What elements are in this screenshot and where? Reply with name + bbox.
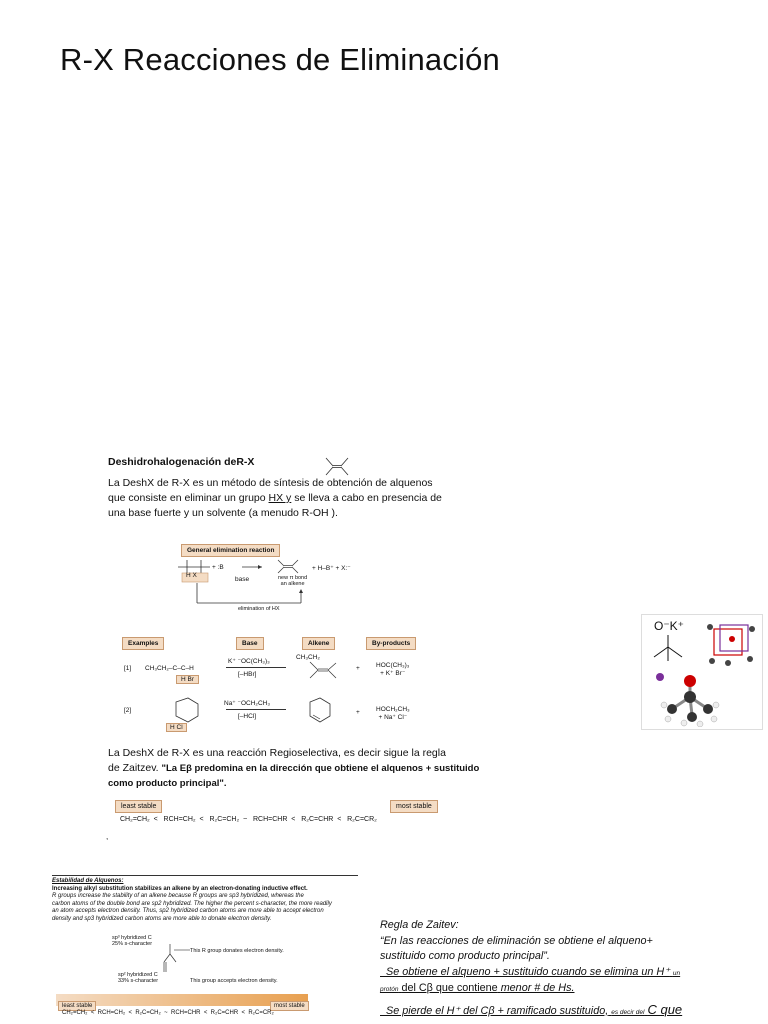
general-hx: H X	[186, 572, 197, 579]
general-elim-hx: elimination of HX	[238, 606, 280, 612]
stability-rule	[52, 875, 358, 876]
desh-line-2	[108, 491, 488, 506]
desh-paragraph	[108, 476, 488, 521]
stability-heading: Estabilidad de Alquenos:	[52, 878, 124, 884]
example-1-byproducts	[376, 662, 409, 677]
general-arrow-label: base	[235, 576, 250, 583]
tbuok-structure-icon	[646, 633, 696, 663]
alkene-r-group-diagram	[150, 940, 190, 976]
stab-most	[270, 994, 309, 1012]
example-1-num: [1]	[124, 665, 132, 672]
stability-line-3: carbon atoms of the double bond are sp2 hybridized. The higher the percent s-character, the more readily	[52, 900, 332, 907]
example-2-byp1: HOCH₂CH₃	[376, 706, 410, 713]
stability-line-2: R groups increase the stability of an alkene because R groups are sp3 hybridized, whereas the	[52, 893, 304, 899]
example-1-hbr: H Br	[176, 675, 199, 684]
zaitev-quote-2: sustituido como producto principal”.	[380, 950, 550, 962]
tbuok-panel	[641, 614, 763, 730]
general-new-bond	[278, 575, 307, 587]
example-1-byp2: + K⁺ Br⁻	[380, 670, 406, 677]
example-1-byp1: HOC(CH₃)₃	[376, 662, 410, 669]
stability-line-1: Increasing alkyl substitution stabilizes an alkene by an electron-donating inductive effect.	[52, 885, 308, 892]
zaitev-rule-3b: C que	[647, 1001, 683, 1017]
tag-alkene: Alkene	[302, 637, 335, 650]
alkene-icon	[322, 456, 352, 478]
cyclohexyl-chloride-icon	[168, 696, 204, 726]
desh-block	[108, 456, 488, 521]
regio-paragraph	[108, 746, 488, 791]
example-2-arrow	[226, 709, 286, 710]
example-1-reactant: CH₃CH₂–C–C–H	[145, 665, 194, 672]
series-least	[115, 795, 162, 813]
example-2-cond: [–HCl]	[238, 713, 257, 720]
example-1-alkene-structure	[304, 660, 344, 682]
desh-heading: Deshidrohalogenación deR-X	[108, 456, 255, 468]
zaitev-rule-2b: menor # de Hs.	[500, 982, 575, 994]
new-bond-text: new π bond	[278, 575, 308, 581]
example-1-cond: [–HBr]	[238, 671, 257, 678]
example-2-base: Na⁺ ⁻OCH₂CH₃	[224, 700, 270, 707]
sp2-label	[118, 972, 158, 984]
zaitev-quote-1: “En las reacciones de eliminación se obtiene el alqueno+	[380, 934, 653, 947]
zaitev-rule-2-sub: protón	[380, 986, 399, 993]
examples-header-examples	[122, 632, 164, 650]
zaitev-rule-2a: del Cβ que contiene	[401, 982, 498, 994]
desh-line-1: La DeshX de R-X es un método de síntesis de obtención de alquenos	[108, 477, 433, 489]
regio-line-1: La DeshX de R-X es una reacción Regioselectiva, es decir sigue la regla	[108, 747, 446, 759]
regio-line-2	[108, 761, 488, 776]
example-1-plus: +	[356, 665, 360, 672]
zaitev-rule-3a: Se pierde el H⁺ del Cβ + ramificado sustituido,	[386, 1004, 609, 1017]
stability-line-5: density and sp3 hybridized carbon atoms are more able to donate electron density.	[52, 915, 272, 922]
tag-examples: Examples	[122, 637, 164, 650]
series-most	[390, 795, 438, 813]
general-elim-tag: General elimination reaction	[181, 544, 280, 557]
tag-byproducts: By-products	[366, 637, 416, 650]
stability-block	[52, 875, 362, 923]
stability-line-4: an atom accepts electron density. Thus, sp2 hybridized carbon atoms are more able to accept electron	[52, 908, 324, 914]
sp3-line-2: 25% s-character	[112, 941, 153, 947]
examples-header-byproducts	[366, 632, 416, 650]
donates-label: This R group donates electron density.	[190, 948, 284, 954]
accepts-label: This group accepts electron density.	[190, 978, 278, 984]
general-base-b: + :B	[212, 564, 224, 571]
series-text: CH₂=CH₂ < RCH=CH₂ < R₂C=CH₂ ~ RCH=CHR < R₂C=CHR < R₂C=CR₂	[120, 816, 377, 823]
tag-base: Base	[236, 637, 264, 650]
tbuok-label: O⁻K⁺	[654, 619, 685, 633]
examples-header-base	[236, 632, 264, 650]
an-alkene-text: an alkene	[280, 581, 305, 587]
series-most-tag: most stable	[390, 800, 438, 813]
sp2-line-2: 33% s-character	[118, 978, 159, 984]
example-2-byp2: + Na⁺ Cl⁻	[378, 714, 408, 721]
desh-line-2a: que consiste en eliminar un grupo	[108, 492, 266, 504]
desh-hx: HX y	[268, 492, 292, 504]
series-least-tag: least stable	[115, 800, 162, 813]
example-2-hcl: H Cl	[166, 723, 187, 732]
stab-most-tag: most stable	[270, 1001, 309, 1011]
zaitev-rule-3-sub: es decir del	[611, 1008, 645, 1016]
example-1-arrow	[226, 667, 286, 668]
stray-comma: ,	[106, 832, 109, 841]
sp3-label	[112, 935, 152, 947]
example-2-plus: +	[356, 709, 360, 716]
zaitev-heading: Regla de Zaitev:	[380, 919, 459, 931]
desh-line-2c: se lleva a cabo en presencia de	[294, 492, 442, 504]
zaitev-rule-1	[380, 965, 760, 982]
zaitev-rule-3	[380, 1002, 760, 1021]
example-1-base: K⁺ ⁻OC(CH₃)₃	[228, 658, 270, 665]
zaitev-block	[380, 918, 760, 1020]
examples-header-alkene	[302, 632, 335, 650]
cyclohexene-icon	[304, 696, 334, 726]
zaitev-rule-2	[380, 981, 760, 998]
stab-series: CH₂=CH₂ < RCH=CH₂ < R₂C=CH₂ ~ RCH=CHR < R₂C=CHR < R₂C=CR₂	[62, 1010, 274, 1016]
crystal-structure-icon	[702, 617, 760, 669]
stab-least-tag: least stable	[58, 1001, 96, 1011]
page-title: R-X Reacciones de Eliminación	[60, 42, 500, 77]
regio-line-2b: "La Eβ predomina en la dirección que obtiene el alquenos + sustituido	[161, 763, 480, 774]
example-1-alkene: CH₃CH₂	[296, 654, 320, 661]
sp3-line-1: sp³ hybridized C	[112, 935, 152, 941]
regio-line-3: como producto principal".	[108, 778, 227, 789]
general-products: + H–B⁺ + X:⁻	[312, 565, 351, 572]
example-2-num: [2]	[124, 707, 132, 714]
zaitev-rule-1-sub: un	[672, 969, 681, 977]
example-2-byproducts	[376, 706, 410, 721]
sp2-line-1: sp² hybridized C	[118, 972, 158, 978]
desh-line-3: una base fuerte y un solvente (a menudo R-OH ).	[108, 507, 338, 519]
tbuok-ball-model-icon	[650, 669, 730, 727]
zaitev-rule-1a: Se obtiene el alqueno + sustituido cuando se elimina un H⁺	[386, 965, 670, 978]
regio-line-2a: de Zaitzev.	[108, 762, 159, 774]
